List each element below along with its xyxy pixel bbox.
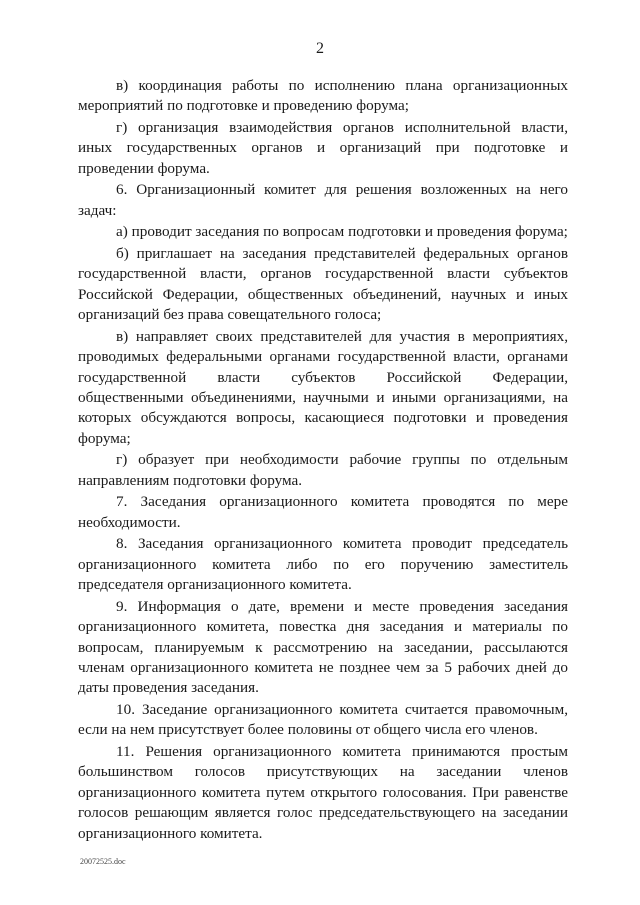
paragraph-11-decisions: 11. Решения организационного комитета принимаются простым большинством голосов присутствующих на заседании членов организационного комитета путем открытого голосования. При равенстве голосов решающим является голос председательствующего на заседании организационного комитета. — [78, 743, 568, 842]
paragraph-a-meetings: а) проводит заседания по вопросам подготовки и проведения форума; — [116, 223, 568, 241]
paragraph-g-working-groups: г) образует при необходимости рабочие группы по отдельным направлениям подготовки форума. — [78, 451, 568, 489]
paragraph-10-quorum: 10. Заседание организационного комитета считается правомочным, если на нем присутствует более половины от общего числа его членов. — [78, 701, 568, 739]
paragraph-v-coordination: в) координация работы по исполнению плана организационных мероприятий по подготовке и проведению форума; — [78, 77, 568, 115]
paragraph-b-invites: б) приглашает на заседания представителей федеральных органов государственной власти, органов государственной власти субъектов Российской Федерации, общественных объединений, научных и иных организаций без права совещательного голоса; — [78, 245, 568, 324]
paragraph-7-sessions: 7. Заседания организационного комитета проводятся по мере необходимости. — [78, 493, 568, 531]
paragraph-6-tasks: 6. Организационный комитет для решения возложенных на него задач: — [78, 181, 568, 219]
paragraph-g-interaction: г) организация взаимодействия органов исполнительной власти, иных государственных органов и организаций при подготовке и проведении форума. — [78, 119, 568, 177]
paragraph-v-representatives: в) направляет своих представителей для участия в мероприятиях, проводимых федеральными органами государственной власти, органами государственной власти субъектов Российской Федерации, общественными объединениями, научными и иными организациями, на которых обсуждаются вопросы, касающиеся подготовки и проведения форума; — [78, 327, 568, 447]
page-number: 2 — [316, 40, 324, 57]
document-body — [78, 76, 568, 845]
paragraph-8-chair: 8. Заседания организационного комитета проводит председатель организационного комитета либо по его поручению заместитель председателя организационного комитета. — [78, 535, 568, 594]
footer-filename: 20072525.doc — [80, 857, 126, 866]
paragraph-9-information: 9. Информация о дате, времени и месте проведения заседания организационного комитета, повестка дня заседания и материалы по вопросам, планируемым к рассмотрению на заседании, рассылаются членам организационного комитета не позднее чем за 5 рабочих дней до даты проведения заседания. — [78, 597, 568, 697]
